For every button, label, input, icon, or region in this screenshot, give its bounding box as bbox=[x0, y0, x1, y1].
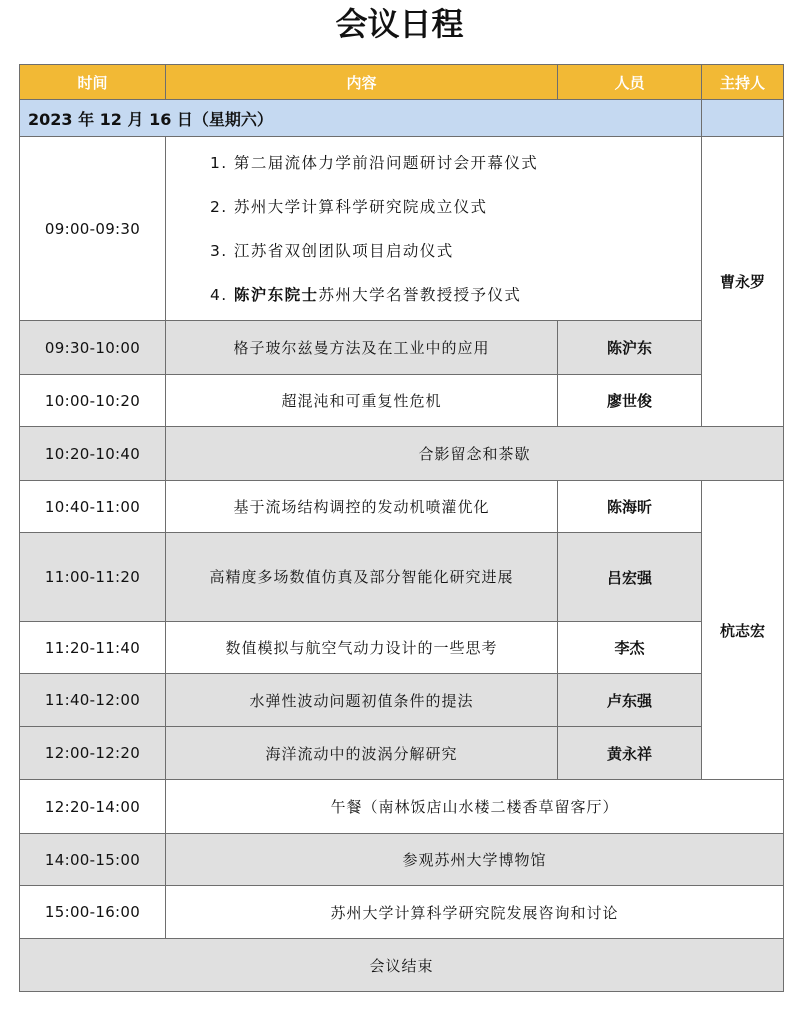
table-row bbox=[20, 137, 784, 321]
content-cell: 基于流场结构调控的发动机喷灌优化 bbox=[166, 481, 558, 533]
speaker-cell: 廖世俊 bbox=[558, 375, 702, 427]
time-cell: 12:20-14:00 bbox=[20, 780, 166, 834]
speaker-cell: 卢东强 bbox=[558, 674, 702, 727]
table-row bbox=[20, 533, 784, 622]
host-cell: 曹永罗 bbox=[702, 137, 784, 427]
page-title: 会议日程 bbox=[335, 5, 464, 43]
table-header-row bbox=[20, 65, 784, 100]
time-cell: 15:00-16:00 bbox=[20, 886, 166, 939]
visit-cell: 参观苏州大学博物馆 bbox=[166, 834, 784, 886]
discussion-cell: 苏州大学计算科学研究院发展咨询和讨论 bbox=[166, 886, 784, 939]
table-row bbox=[20, 886, 784, 939]
closing-row bbox=[20, 939, 784, 992]
time-cell: 10:20-10:40 bbox=[20, 427, 166, 481]
date-row bbox=[20, 100, 784, 137]
time-cell: 10:40-11:00 bbox=[20, 481, 166, 533]
table-row bbox=[20, 481, 784, 533]
time-cell: 14:00-15:00 bbox=[20, 834, 166, 886]
table-row bbox=[20, 427, 784, 481]
content-cell: 格子玻尔兹曼方法及在工业中的应用 bbox=[166, 321, 558, 375]
time-cell: 09:30-10:00 bbox=[20, 321, 166, 375]
header-host: 主持人 bbox=[702, 65, 784, 100]
content-cell: 高精度多场数值仿真及部分智能化研究进展 bbox=[166, 533, 558, 622]
break-cell: 合影留念和茶歇 bbox=[166, 427, 784, 481]
date-row-blank bbox=[702, 100, 784, 137]
list-item: 1. 第二届流体力学前沿问题研讨会开幕仪式 bbox=[210, 153, 539, 172]
closing-cell: 会议结束 bbox=[20, 939, 784, 992]
date-label: 2023 年 12 月 16 日（星期六） bbox=[20, 100, 702, 137]
content-cell: 超混沌和可重复性危机 bbox=[166, 375, 558, 427]
content-cell: 数值模拟与航空气动力设计的一些思考 bbox=[166, 622, 558, 674]
speaker-cell: 黄永祥 bbox=[558, 727, 702, 780]
table-row bbox=[20, 674, 784, 727]
time-cell: 11:40-12:00 bbox=[20, 674, 166, 727]
list-item: 2. 苏州大学计算科学研究院成立仪式 bbox=[210, 197, 488, 216]
time-cell: 09:00-09:30 bbox=[20, 137, 166, 321]
table-row bbox=[20, 321, 784, 375]
time-cell: 11:00-11:20 bbox=[20, 533, 166, 622]
content-cell: 海洋流动中的波涡分解研究 bbox=[166, 727, 558, 780]
time-cell: 10:00-10:20 bbox=[20, 375, 166, 427]
header-speaker: 人员 bbox=[558, 65, 702, 100]
list-item: 3. 江苏省双创团队项目启动仪式 bbox=[210, 241, 454, 260]
lunch-cell: 午餐（南林饭店山水楼二楼香草留客厅） bbox=[166, 780, 784, 834]
table-row bbox=[20, 622, 784, 674]
host-cell: 杭志宏 bbox=[702, 481, 784, 780]
speaker-cell: 李杰 bbox=[558, 622, 702, 674]
speaker-cell: 陈沪东 bbox=[558, 321, 702, 375]
opening-ceremonies bbox=[166, 137, 702, 321]
time-cell: 12:00-12:20 bbox=[20, 727, 166, 780]
speaker-cell: 吕宏强 bbox=[558, 533, 702, 622]
header-time: 时间 bbox=[20, 65, 166, 100]
list-item: 4. 陈沪东院士苏州大学名誉教授授予仪式 bbox=[210, 285, 522, 304]
schedule-table bbox=[19, 64, 784, 992]
content-cell: 水弹性波动问题初值条件的提法 bbox=[166, 674, 558, 727]
table-row bbox=[20, 375, 784, 427]
time-cell: 11:20-11:40 bbox=[20, 622, 166, 674]
header-content: 内容 bbox=[166, 65, 558, 100]
speaker-cell: 陈海昕 bbox=[558, 481, 702, 533]
table-row bbox=[20, 780, 784, 834]
table-row bbox=[20, 834, 784, 886]
table-row bbox=[20, 727, 784, 780]
